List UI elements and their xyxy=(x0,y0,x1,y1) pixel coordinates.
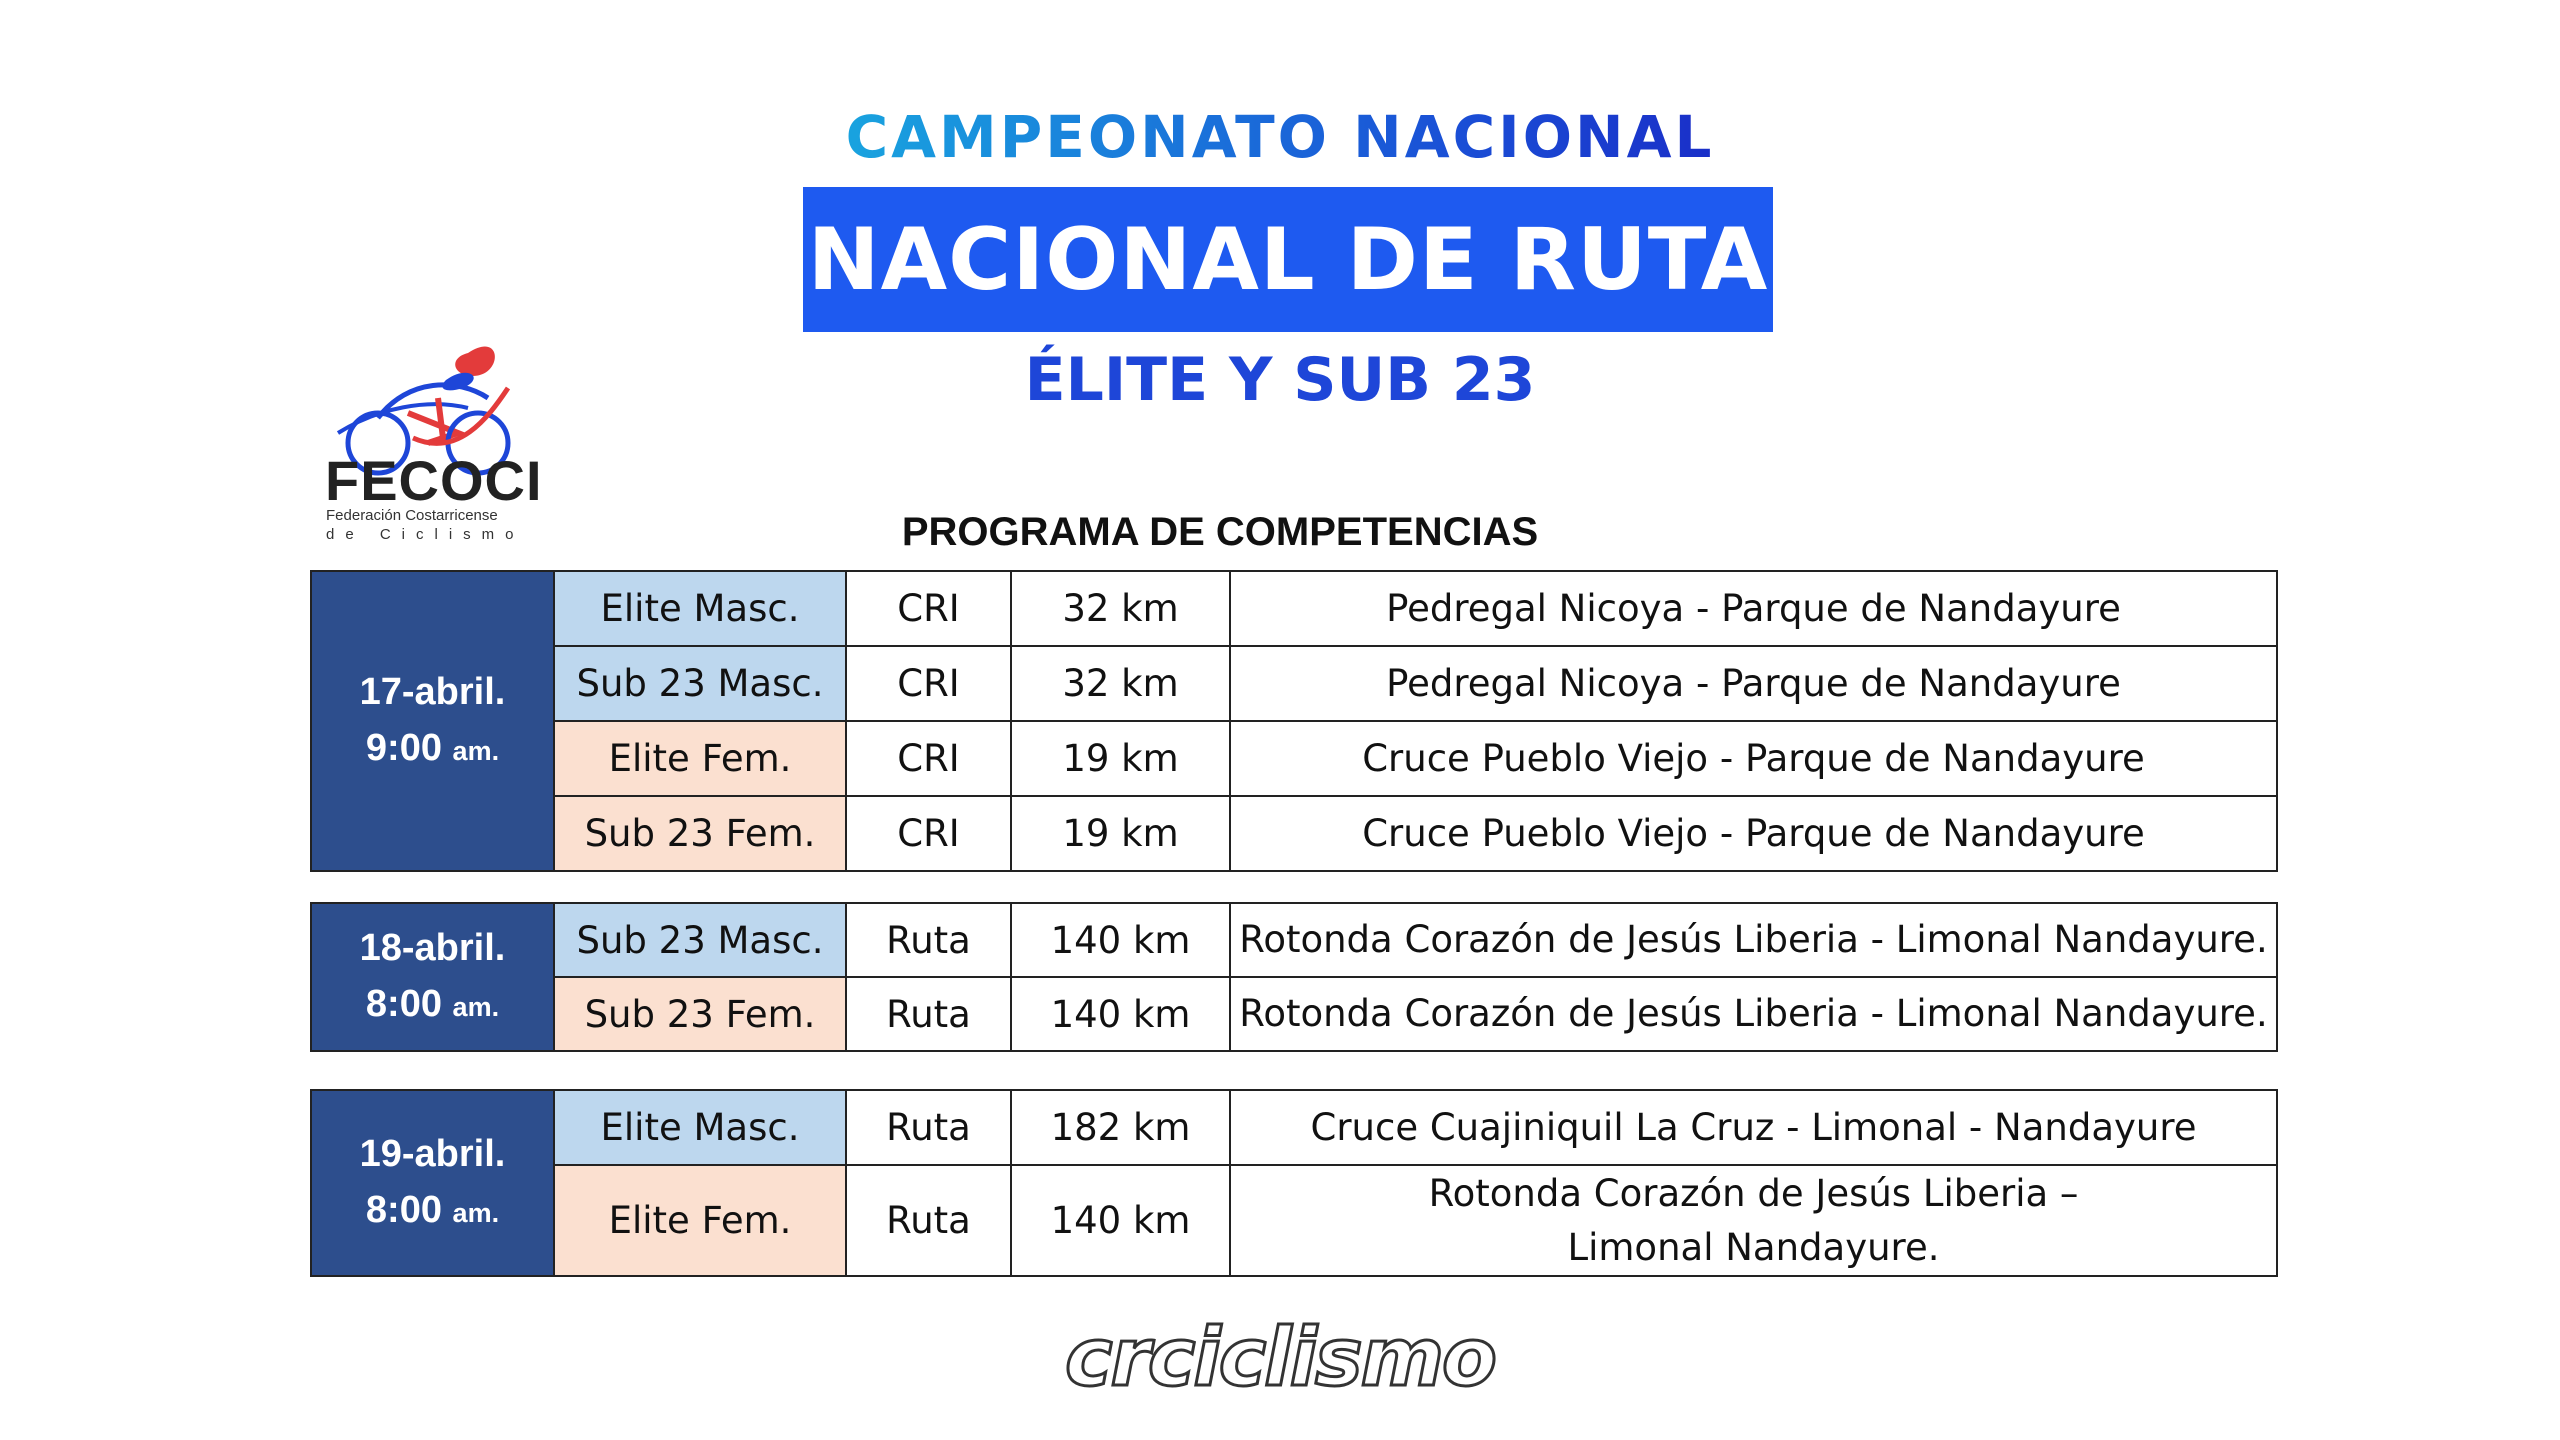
type-cell: CRI xyxy=(846,571,1011,646)
distance-cell: 32 km xyxy=(1011,646,1230,721)
schedule-title: PROGRAMA DE COMPETENCIAS xyxy=(901,510,1539,554)
route-cell: Pedregal Nicoya - Parque de Nandayure xyxy=(1230,571,2277,646)
route-cell: Rotonda Corazón de Jesús Liberia – Limonal Nandayure. xyxy=(1230,1165,2277,1276)
table-row xyxy=(311,796,2277,871)
type-cell: CRI xyxy=(846,721,1011,796)
route-cell: Rotonda Corazón de Jesús Liberia - Limonal Nandayure. xyxy=(1230,903,2277,977)
table-row xyxy=(311,1090,2277,1165)
category-cell: Elite Masc. xyxy=(554,1090,846,1165)
type-cell: CRI xyxy=(846,646,1011,721)
distance-cell: 140 km xyxy=(1011,977,1230,1051)
type-cell: Ruta xyxy=(846,977,1011,1051)
date-cell: 18-abril. 8:00 am. xyxy=(311,903,554,1051)
schedule-table-day-2 xyxy=(310,902,2278,1052)
category-cell: Sub 23 Fem. xyxy=(554,796,846,871)
route-cell: Rotonda Corazón de Jesús Liberia - Limonal Nandayure. xyxy=(1230,977,2277,1051)
championship-title: CAMPEONATO NACIONAL xyxy=(845,103,1715,171)
crciclismo-logo: crciclismo xyxy=(1065,1311,1495,1404)
type-cell: Ruta xyxy=(846,903,1011,977)
race-subtitle: ÉLITE Y SUB 23 xyxy=(1024,345,1536,415)
route-cell: Cruce Cuajiniquil La Cruz - Limonal - Nandayure xyxy=(1230,1090,2277,1165)
category-cell: Sub 23 Masc. xyxy=(554,903,846,977)
category-cell: Sub 23 Masc. xyxy=(554,646,846,721)
table-row xyxy=(311,571,2277,646)
type-cell: CRI xyxy=(846,796,1011,871)
fecoci-logo-subtitle: Federación Costarricense de Ciclismo xyxy=(326,507,525,543)
fecoci-logo-text: FECOCI xyxy=(325,449,543,512)
distance-cell: 140 km xyxy=(1011,903,1230,977)
schedule-table-day-3 xyxy=(310,1089,2278,1277)
distance-cell: 32 km xyxy=(1011,571,1230,646)
category-cell: Elite Fem. xyxy=(554,721,846,796)
category-cell: Sub 23 Fem. xyxy=(554,977,846,1051)
route-cell: Pedregal Nicoya - Parque de Nandayure xyxy=(1230,646,2277,721)
distance-cell: 140 km xyxy=(1011,1165,1230,1276)
table-row xyxy=(311,903,2277,977)
table-row xyxy=(311,721,2277,796)
schedule-table-day-1 xyxy=(310,570,2278,872)
table-row xyxy=(311,646,2277,721)
type-cell: Ruta xyxy=(846,1090,1011,1165)
type-cell: Ruta xyxy=(846,1165,1011,1276)
category-cell: Elite Masc. xyxy=(554,571,846,646)
date-cell: 17-abril. 9:00 am. xyxy=(311,571,554,871)
route-cell: Cruce Pueblo Viejo - Parque de Nandayure xyxy=(1230,796,2277,871)
race-banner: NACIONAL DE RUTA xyxy=(803,187,1773,332)
distance-cell: 182 km xyxy=(1011,1090,1230,1165)
distance-cell: 19 km xyxy=(1011,796,1230,871)
category-cell: Elite Fem. xyxy=(554,1165,846,1276)
date-cell: 19-abril. 8:00 am. xyxy=(311,1090,554,1276)
table-row xyxy=(311,1165,2277,1276)
distance-cell: 19 km xyxy=(1011,721,1230,796)
table-row xyxy=(311,977,2277,1051)
route-cell: Cruce Pueblo Viejo - Parque de Nandayure xyxy=(1230,721,2277,796)
